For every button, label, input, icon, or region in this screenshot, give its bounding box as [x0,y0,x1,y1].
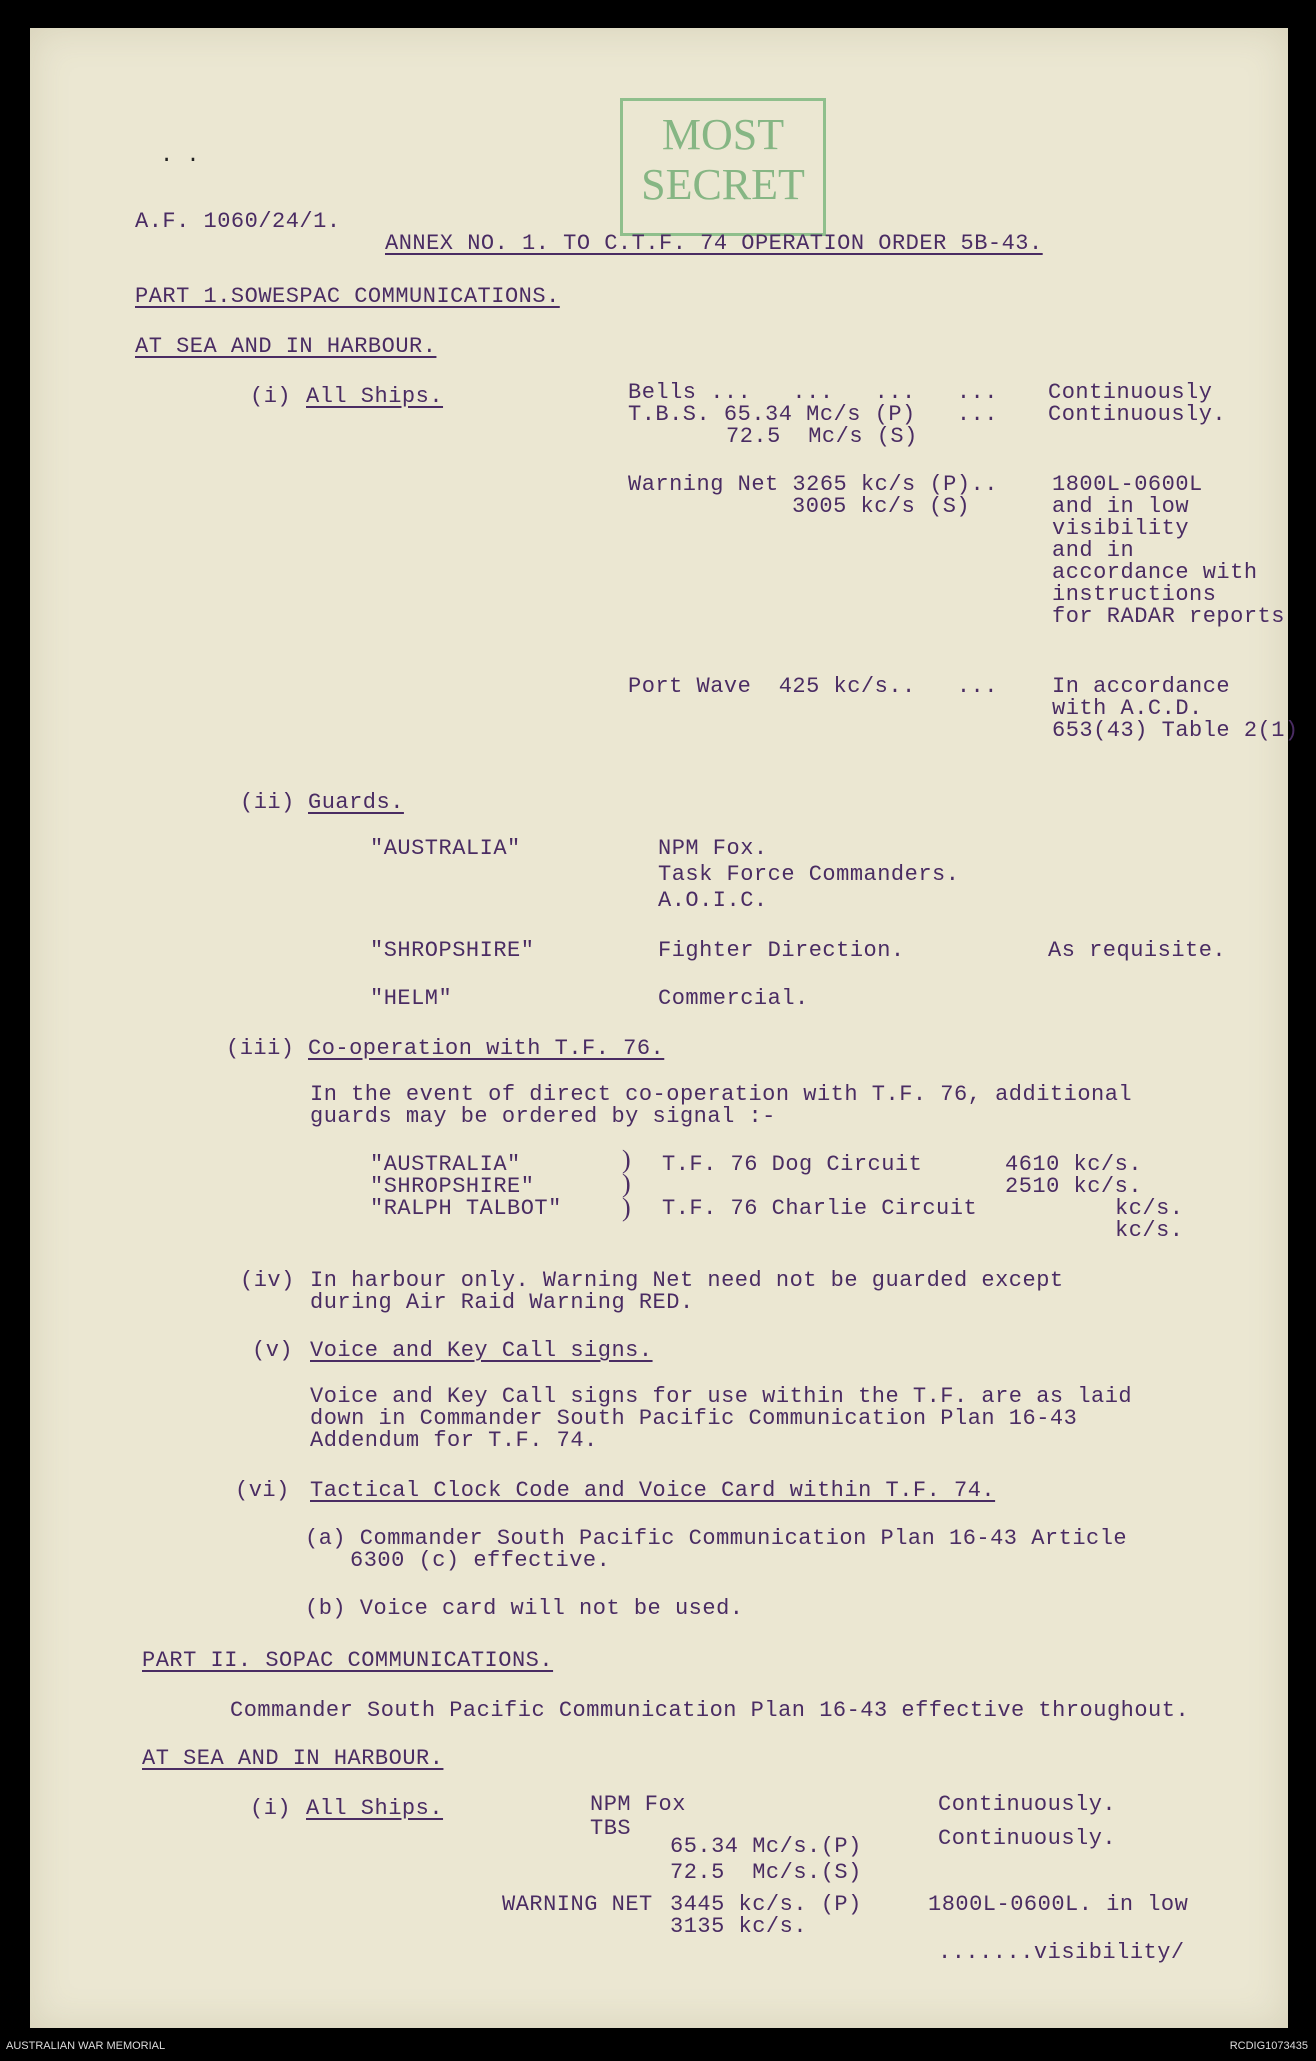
port-wave-schedule-1: In accordance [1052,674,1231,699]
part1-subheading: AT SEA AND IN HARBOUR. [135,334,437,359]
part2-tbs-freq-1: 65.34 Mc/s.(P) [670,1834,862,1859]
tbs-schedule: Continuously. [1048,402,1227,427]
warning-schedule-4: and in [1052,538,1135,563]
item-iii-text-2: guards may be ordered by signal :- [310,1104,776,1129]
part1-heading: PART 1.SOWESPAC COMMUNICATIONS. [135,284,560,309]
tbs-line-2: 72.5 Mc/s (S) [726,424,918,449]
coop-ship-ralph-talbot: "RALPH TALBOT" [370,1196,562,1221]
item-vi-b: (b) Voice card will not be used. [305,1596,744,1621]
item-v-text-1: Voice and Key Call signs for use within the T.F. are as laid [310,1384,1133,1409]
item-v-text-3: Addendum for T.F. 74. [310,1428,598,1453]
part2-tbs-freq-2: 72.5 Mc/s.(S) [670,1860,862,1885]
warning-schedule-7: for RADAR reports [1052,604,1285,629]
warning-net-line-1: Warning Net 3265 kc/s (P).. [628,472,998,497]
item-iii-text-1: In the event of direct co-operation with T.F. 76, additional [310,1082,1133,1107]
item-v-text-2: down in Commander South Pacific Communication Plan 16-43 [310,1406,1078,1431]
item-ii-number: (ii) [240,790,295,815]
dog-circuit-freq-2: 2510 kc/s. [1005,1174,1143,1199]
item-iv-number: (iv) [240,1268,295,1293]
charlie-circuit-freq-2: kc/s. [1115,1218,1184,1243]
item-v-number: (v) [252,1338,294,1363]
most-secret-stamp [620,98,826,236]
item-vi-a-1: (a) Commander South Pacific Communication Plan 16-43 Article [305,1526,1128,1551]
guard-duty-australia-1: NPM Fox. [658,836,768,861]
coop-brace: ) ) ) [622,1145,631,1222]
item-iv-text-1: In harbour only. Warning Net need not be guarded except [310,1268,1064,1293]
part2-warning-schedule-2: .......visibility/ [938,1940,1185,1965]
footer-credit: AUSTRALIAN WAR MEMORIAL [6,2040,166,2052]
part2-warning-schedule-1: 1800L-0600L. in low [928,1892,1189,1917]
part2-warning-net: WARNING NET [502,1892,653,1917]
part2-npm-schedule: Continuously. [938,1792,1117,1817]
warning-schedule-1: 1800L-0600L [1052,472,1203,497]
part2-intro: Commander South Pacific Communication Plan 16-43 effective throughout. [230,1698,1190,1723]
guard-note-shropshire: As requisite. [1048,938,1227,963]
port-wave-schedule-3: 653(43) Table 2(1) [1052,718,1299,743]
document-page [30,28,1299,2028]
guard-duty-shropshire: Fighter Direction. [658,938,905,963]
dog-circuit: T.F. 76 Dog Circuit [662,1152,923,1177]
stamp-line-2: SECRET [641,160,805,209]
punch-marks: . . [160,143,200,168]
bells-line: Bells ... ... ... ... [628,380,998,405]
part2-item-number: (i) [250,1796,292,1821]
tbs-line-1: T.B.S. 65.34 Mc/s (P) ... [628,402,998,427]
guard-ship-helm: "HELM" [370,986,453,1011]
warning-schedule-6: instructions [1052,582,1217,607]
part2-warning-freq-2: 3135 kc/s. [670,1914,808,1939]
warning-schedule-2: and in low [1052,494,1190,519]
warning-net-line-2: 3005 kc/s (S) [792,494,971,519]
charlie-circuit-freq-1: kc/s. [1115,1196,1184,1221]
dog-circuit-freq-1: 4610 kc/s. [1005,1152,1143,1177]
item-i-number: (i) [250,384,292,409]
item-iv-text-2: during Air Raid Warning RED. [310,1290,694,1315]
part2-warning-freq-1: 3445 kc/s. (P) [670,1892,862,1917]
guard-duty-australia-3: A.O.I.C. [658,888,768,913]
item-vi-title: Tactical Clock Code and Voice Card within T.F. 74. [310,1478,996,1503]
file-reference: A.F. 1060/24/1. [135,209,341,234]
bells-schedule: Continuously [1048,380,1213,405]
port-wave-line: Port Wave 425 kc/s.. ... [628,674,998,699]
coop-ship-australia: "AUSTRALIA" [370,1152,521,1177]
guard-duty-australia-2: Task Force Commanders. [658,862,960,887]
item-i-title: All Ships. [306,384,444,409]
guard-ship-shropshire: "SHROPSHIRE" [370,938,535,963]
guard-ship-australia: "AUSTRALIA" [370,836,521,861]
part2-npm: NPM Fox [590,1792,686,1817]
item-iii-title: Co-operation with T.F. 76. [308,1036,665,1061]
charlie-circuit: T.F. 76 Charlie Circuit [662,1196,978,1221]
item-iii-number: (iii) [226,1036,295,1061]
port-wave-schedule-2: with A.C.D. [1052,696,1203,721]
warning-schedule-3: visibility [1052,516,1190,541]
item-vi-number: (vi) [235,1478,290,1503]
coop-ship-shropshire: "SHROPSHIRE" [370,1174,535,1199]
annex-title: ANNEX NO. 1. TO C.T.F. 74 OPERATION ORDER 5B-43. [385,231,1043,256]
part2-heading: PART II. SOPAC COMMUNICATIONS. [142,1648,554,1673]
guard-duty-helm: Commercial. [658,986,809,1011]
item-ii-title: Guards. [308,790,404,815]
warning-schedule-5: accordance with [1052,560,1258,585]
part2-tbs-schedule: Continuously. [938,1826,1117,1851]
item-vi-a-2: 6300 (c) effective. [350,1548,611,1573]
part2-subheading: AT SEA AND IN HARBOUR. [142,1746,444,1771]
item-v-title: Voice and Key Call signs. [310,1338,653,1363]
footer-id: RCDIG1073435 [1229,2040,1308,2052]
part2-item-title: All Ships. [306,1796,444,1821]
stamp-line-1: MOST [661,110,785,159]
part2-tbs: TBS [590,1816,632,1841]
